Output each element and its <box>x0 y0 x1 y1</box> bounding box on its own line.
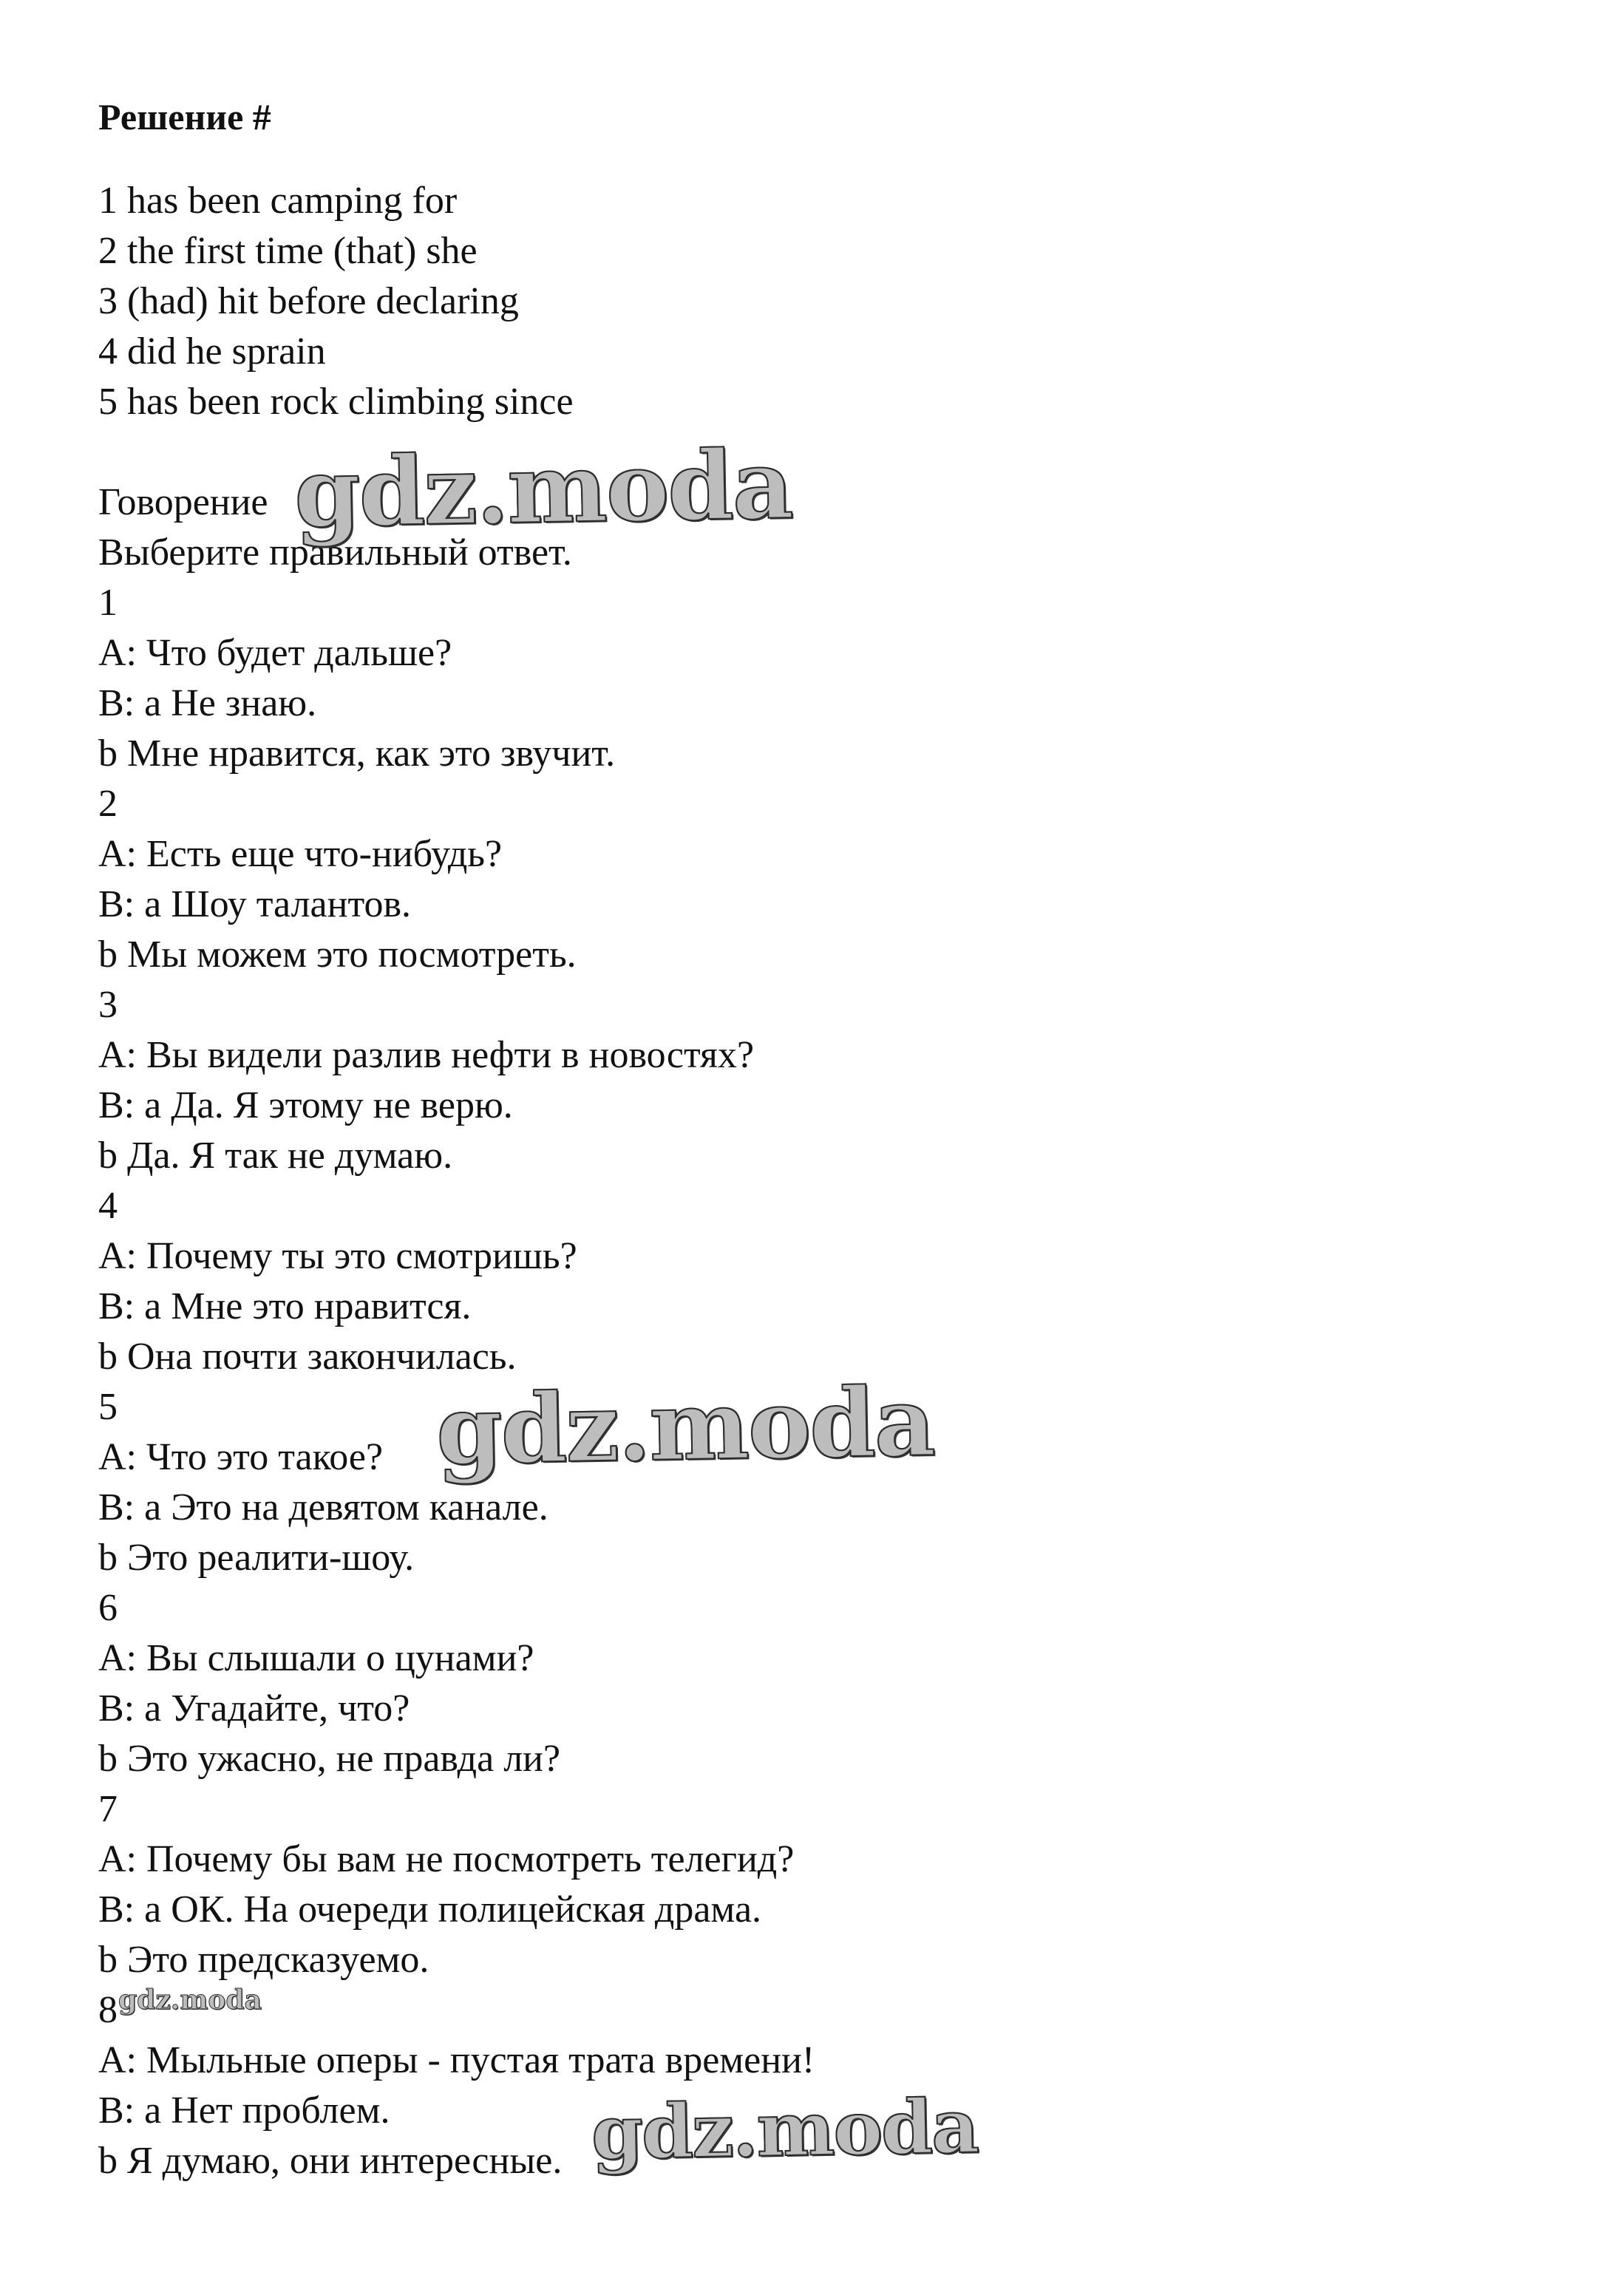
option-a-line: B: a Угадайте, что? <box>98 1687 410 1730</box>
option-b-line: b Это ужасно, не правда ли? <box>98 1738 561 1780</box>
option-a-line: B: a ОК. На очереди полицейская драма. <box>98 1888 762 1931</box>
dialogue-item-4 <box>98 1181 815 1382</box>
question-line: A: Вы слышали о цунами? <box>98 1637 534 1679</box>
option-a-line: B: a Это на девятом канале. <box>98 1486 548 1528</box>
option-b-line: b Это предсказуемо. <box>98 1939 429 1981</box>
dialogue-item-3 <box>98 980 815 1181</box>
question-line: A: Мыльные оперы - пустая трата времени! <box>98 2039 815 2081</box>
option-b-line: b Да. Я так не думаю. <box>98 1135 453 1177</box>
watermark-logo: gdz.moda <box>591 2082 979 2177</box>
question-line: A: Почему бы вам не посмотреть телегид? <box>98 1838 795 1880</box>
answer-item: 2 the first time (that) she <box>98 230 478 272</box>
question-line: A: Что будет дальше? <box>98 632 452 674</box>
option-b-line: b Мне нравится, как это звучит. <box>98 732 616 775</box>
watermark-logo: gdz.moda <box>435 1367 935 1486</box>
solution-title: Решение # <box>98 96 271 137</box>
answer-item: 5 has been rock climbing since <box>98 381 574 423</box>
item-number: 3 <box>98 984 118 1026</box>
dialogue-item-6 <box>98 1583 815 1784</box>
option-a-line: B: a Шоу талантов. <box>98 883 412 925</box>
answers-list <box>98 176 574 427</box>
watermark-logo: gdz.moda <box>293 429 793 549</box>
question-line: A: Есть еще что-нибудь? <box>98 833 503 875</box>
answer-item: 1 has been camping for <box>98 180 458 222</box>
answer-item: 4 did he sprain <box>98 330 326 373</box>
dialogue-item-5 <box>98 1382 815 1583</box>
item-number: 6 <box>98 1587 118 1629</box>
item-number: 1 <box>98 582 118 624</box>
option-b-line: b Это реалити-шоу. <box>98 1537 415 1579</box>
question-line: A: Что это такое? <box>98 1436 384 1478</box>
instruction-text: Выберите правильный ответ. <box>98 531 572 574</box>
item-number: 4 <box>98 1185 118 1227</box>
item-number: 2 <box>98 783 118 825</box>
option-a-line: B: a Да. Я этому не верю. <box>98 1084 513 1126</box>
answer-item: 3 (had) hit before declaring <box>98 280 519 322</box>
dialogue-item-8 <box>98 1985 815 2186</box>
item-number: 8 <box>98 1989 118 2031</box>
question-line: A: Почему ты это смотришь? <box>98 1235 577 1277</box>
item-number: 5 <box>98 1386 118 1428</box>
dialogue-item-2 <box>98 779 815 980</box>
option-a-line: B: a Мне это нравится. <box>98 1285 472 1327</box>
speaking-section <box>98 477 815 2186</box>
option-b-line: b Мы можем это посмотреть. <box>98 934 577 976</box>
watermark-logo-small: gdz.moda <box>118 1985 262 2016</box>
dialogue-item-7 <box>98 1784 815 1985</box>
dialogue-item-1 <box>98 578 815 779</box>
question-line: A: Вы видели разлив нефти в новостях? <box>98 1034 755 1076</box>
option-b-line: b Я думаю, они интересные. <box>98 2140 563 2182</box>
option-b-line: b Она почти закончилась. <box>98 1336 517 1378</box>
section-heading: Говорение <box>98 481 268 523</box>
option-a-line: B: a Не знаю. <box>98 682 317 724</box>
item-number: 7 <box>98 1788 118 1830</box>
option-a-line: B: a Нет проблем. <box>98 2089 390 2132</box>
